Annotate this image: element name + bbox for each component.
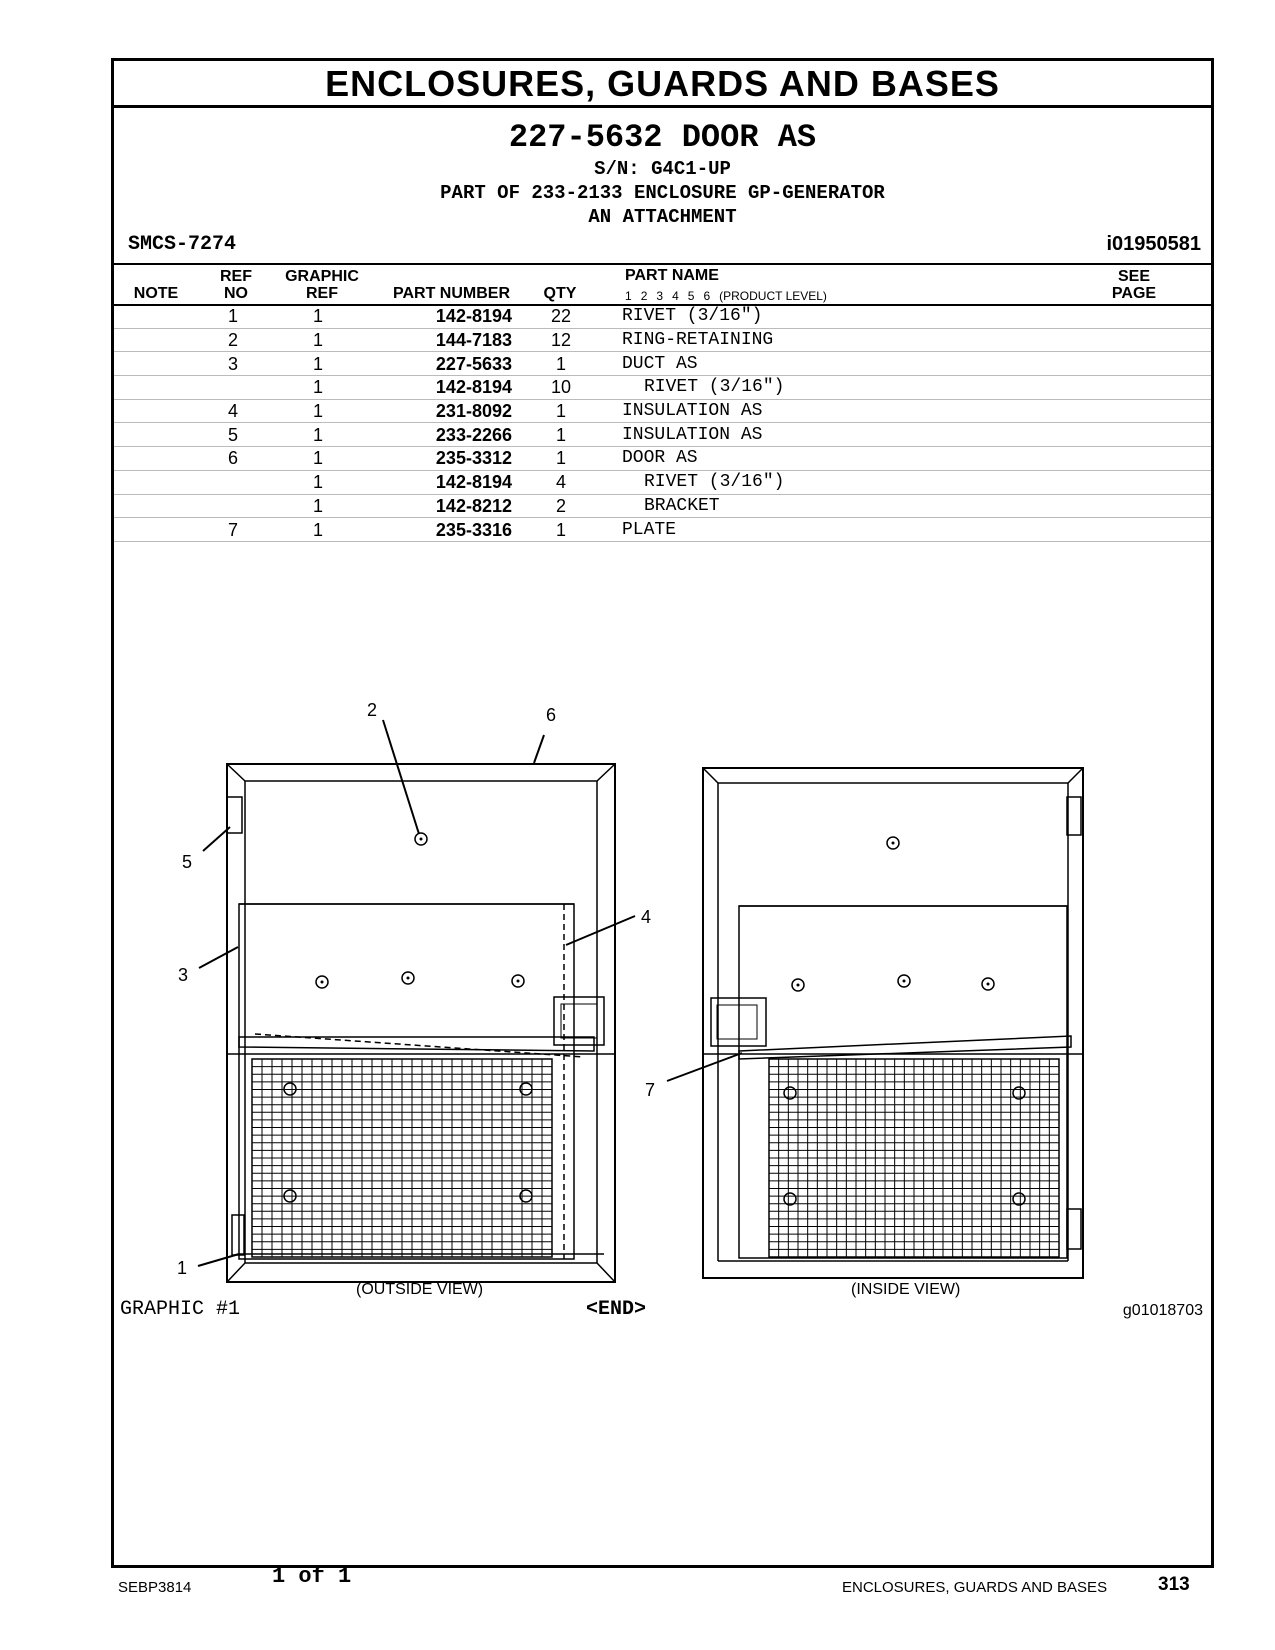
- parts-row: [114, 352, 1211, 376]
- part-name-text: RIVET (3/16"): [622, 306, 763, 327]
- part-number-cell: 231-8092: [372, 399, 512, 423]
- graphic-ref-cell: 1: [264, 305, 372, 328]
- callout-7: 7: [645, 1080, 656, 1100]
- note-cell: [114, 352, 202, 376]
- illustration-id: i01950581: [1106, 233, 1201, 255]
- graphic-label: GRAPHIC #1: [120, 1298, 241, 1321]
- ref-no-cell: 3: [202, 352, 264, 376]
- qty-cell: 12: [512, 328, 610, 352]
- part-name-cell: [610, 470, 1211, 494]
- graphic-ref-cell: 1: [264, 470, 372, 494]
- ref-no-cell: 1: [202, 305, 264, 328]
- end-marker: <END>: [586, 1298, 647, 1321]
- part-number-cell: 235-3312: [372, 447, 512, 471]
- qty-cell: 10: [512, 376, 610, 400]
- note-cell: [114, 376, 202, 400]
- part-name-cell: [610, 305, 1211, 328]
- col-ref-header: REF NO: [220, 268, 252, 302]
- part-number-cell: 233-2266: [372, 423, 512, 447]
- part-number-cell: 142-8194: [372, 305, 512, 328]
- smcs-code: SMCS-7274: [128, 233, 237, 256]
- graphic-ref-cell: 1: [264, 518, 372, 542]
- graphic-ref-cell: 1: [264, 352, 372, 376]
- parts-row: [114, 399, 1211, 423]
- header-top-rule: [114, 263, 1211, 265]
- col-note-header: NOTE: [133, 285, 179, 302]
- part-name-text: RIVET (3/16"): [644, 377, 785, 398]
- graphic-ref-cell: 1: [264, 376, 372, 400]
- serial-number: S/N: G4C1-UP: [594, 158, 731, 180]
- parts-row: [114, 447, 1211, 471]
- parts-row: [114, 305, 1211, 328]
- col-part-number-header: PART NUMBER: [392, 285, 510, 302]
- qty-cell: 2: [512, 494, 610, 518]
- part-name-cell: [610, 447, 1211, 471]
- section-title: ENCLOSURES, GUARDS AND BASES: [114, 61, 1211, 108]
- note-cell: [114, 447, 202, 471]
- part-name-cell: [610, 352, 1211, 376]
- col-qty-header: QTY: [543, 285, 577, 302]
- parts-row: [114, 518, 1211, 542]
- footer-doc-number: SEBP3814: [118, 1579, 192, 1596]
- graphic-ref-cell: 1: [264, 447, 372, 471]
- qty-cell: 1: [512, 352, 610, 376]
- graphic-ref-cell: 1: [264, 423, 372, 447]
- part-name-text: INSULATION AS: [622, 401, 763, 422]
- ref-no-cell: 2: [202, 328, 264, 352]
- part-number-cell: 227-5633: [372, 352, 512, 376]
- part-name-cell: [610, 423, 1211, 447]
- parts-table: [114, 305, 1211, 542]
- parts-row: [114, 494, 1211, 518]
- footer-page-of: 1 of 1: [272, 1564, 352, 1589]
- callout-2: 2: [367, 700, 378, 720]
- qty-cell: 22: [512, 305, 610, 328]
- assembly-title: 227-5632 DOOR AS: [508, 119, 817, 156]
- part-number-cell: 144-7183: [372, 328, 512, 352]
- part-name-cell: [610, 494, 1211, 518]
- part-of-line: PART OF 233-2133 ENCLOSURE GP-GENERATOR: [440, 182, 885, 204]
- outside-view-label: (OUTSIDE VIEW): [356, 1281, 484, 1298]
- ref-no-cell: [202, 494, 264, 518]
- product-level-legend: 1 2 3 4 5 6 (PRODUCT LEVEL): [625, 289, 827, 303]
- parts-row: [114, 328, 1211, 352]
- note-cell: [114, 399, 202, 423]
- part-name-text: BRACKET: [644, 495, 720, 516]
- footer-section: ENCLOSURES, GUARDS AND BASES: [842, 1579, 1108, 1596]
- graphic-number: g01018703: [1122, 1302, 1203, 1319]
- note-cell: [114, 423, 202, 447]
- part-name-cell: [610, 376, 1211, 400]
- ref-no-cell: 5: [202, 423, 264, 447]
- callout-4: 4: [641, 907, 652, 927]
- part-name-cell: [610, 328, 1211, 352]
- part-name-text: DUCT AS: [622, 353, 698, 374]
- callout-6: 6: [546, 705, 557, 725]
- note-cell: [114, 494, 202, 518]
- door-illustration: [114, 691, 1211, 1321]
- callout-3: 3: [178, 965, 189, 985]
- inside-view-label: (INSIDE VIEW): [851, 1281, 961, 1298]
- qty-cell: 1: [512, 518, 610, 542]
- part-name-text: RING-RETAINING: [622, 330, 774, 351]
- part-name-cell: [610, 399, 1211, 423]
- note-cell: [114, 305, 202, 328]
- parts-row: [114, 470, 1211, 494]
- ref-no-cell: 6: [202, 447, 264, 471]
- ref-no-cell: [202, 376, 264, 400]
- part-name-text: DOOR AS: [622, 448, 698, 469]
- graphic-ref-cell: 1: [264, 399, 372, 423]
- note-cell: [114, 328, 202, 352]
- qty-cell: 1: [512, 399, 610, 423]
- ref-no-cell: [202, 470, 264, 494]
- part-name-cell: [610, 518, 1211, 542]
- graphic-ref-cell: 1: [264, 494, 372, 518]
- part-number-cell: 235-3316: [372, 518, 512, 542]
- part-number-cell: 142-8212: [372, 494, 512, 518]
- ref-no-cell: 7: [202, 518, 264, 542]
- part-number-cell: 142-8194: [372, 470, 512, 494]
- ref-no-cell: 4: [202, 399, 264, 423]
- callout-leaders: [198, 720, 742, 1266]
- callout-5: 5: [182, 852, 193, 872]
- part-name-text: RIVET (3/16"): [644, 472, 785, 493]
- outside-door-outline: [227, 764, 615, 1282]
- qty-cell: 1: [512, 423, 610, 447]
- parts-row: [114, 376, 1211, 400]
- qty-cell: 4: [512, 470, 610, 494]
- note-cell: [114, 518, 202, 542]
- col-part-name-header: PART NAME: [625, 267, 719, 284]
- parts-row: [114, 423, 1211, 447]
- qty-cell: 1: [512, 447, 610, 471]
- attachment-line: AN ATTACHMENT: [588, 206, 737, 228]
- footer-page-number: 313: [1158, 1574, 1190, 1595]
- col-see-page-header: SEE PAGE: [1111, 268, 1157, 302]
- note-cell: [114, 470, 202, 494]
- page-frame: [111, 58, 1214, 1568]
- graphic-ref-cell: 1: [264, 328, 372, 352]
- callout-1: 1: [177, 1258, 188, 1278]
- col-graphic-ref-header: GRAPHIC REF: [285, 268, 359, 302]
- part-name-text: PLATE: [622, 519, 677, 540]
- callout-labels: [177, 700, 655, 1278]
- part-name-text: INSULATION AS: [622, 424, 763, 445]
- part-number-cell: 142-8194: [372, 376, 512, 400]
